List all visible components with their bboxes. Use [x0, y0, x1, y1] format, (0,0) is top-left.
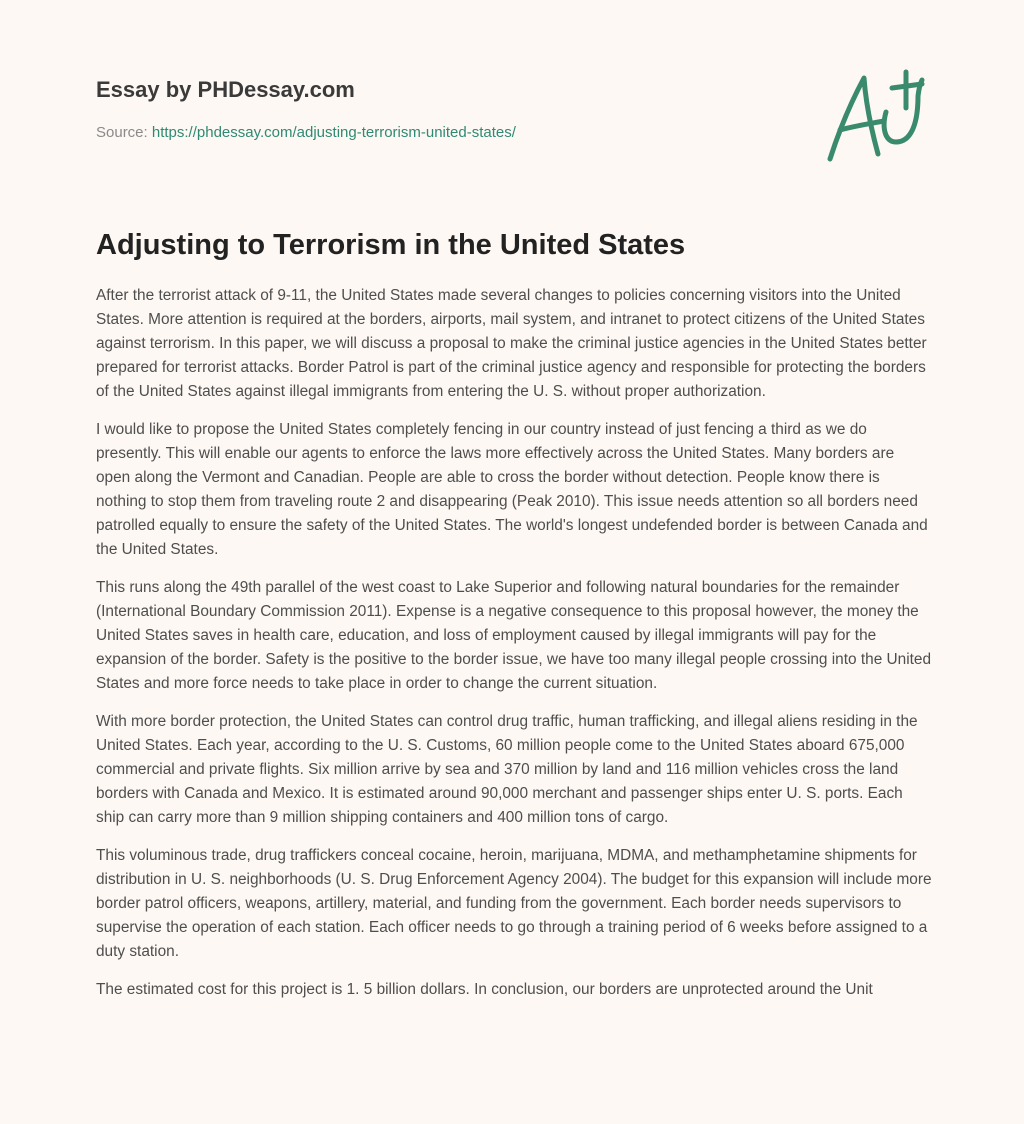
essay-title: Adjusting to Terrorism in the United States: [96, 229, 686, 261]
essay-body: [96, 284, 932, 1016]
site-brand: Essay by PHDessay.com: [96, 77, 355, 102]
essay-paragraph: With more border protection, the United States can control drug traffic, human trafficking, and illegal aliens residing in the United States. Each year, according to the U. S. Customs, 60 million people come to the United States aboard 675,000 commercial and private flights. Six million arrive by sea and 370 million by land and 116 million vehicles cross the land borders with Canada and Mexico. It is estimated around 90,000 merchant and passenger ships enter U. S. ports. Each ship can carry more than 9 million shipping containers and 400 million tons of cargo.: [96, 713, 918, 826]
essay-paragraph: This runs along the 49th parallel of the west coast to Lake Superior and following natural boundaries for the remainder (International Boundary Commission 2011). Expense is a negative consequence to this proposal however, the money the United States saves in health care, education, and loss of employment caused by illegal immigrants will pay for the expansion of the border. Safety is the positive to the border issue, we have too many illegal people crossing into the United States and more force needs to take place in order to change the current situation.: [96, 579, 932, 692]
essay-paragraph: I would like to propose the United States completely fencing in our country instead of just fencing a third as we do presently. This will enable our agents to enforce the laws more effectively across the United States. Many borders are open along the Vermont and Canadian. People are able to cross the border without detection. People know there is nothing to stop them from traveling route 2 and disappearing (Peak 2010). This issue needs attention so all borders need patrolled equally to ensure the safety of the United States. The world's longest undefended border is between Canada and the United States.: [96, 421, 928, 558]
essay-paragraph: After the terrorist attack of 9-11, the United States made several changes to policies concerning visitors into the United States. More attention is required at the borders, airports, mail system, and intranet to protect citizens of the United States against terrorism. In this paper, we will discuss a proposal to make the criminal justice agencies in the United States better prepared for terrorist attacks. Border Patrol is part of the criminal justice agency and responsible for protecting the borders of the United States against illegal immigrants from entering the U. S. without proper authorization.: [96, 287, 927, 400]
source-line: [96, 124, 516, 141]
page-header: [96, 76, 796, 141]
source-link[interactable]: https://phdessay.com/adjusting-terrorism-united-states/: [151, 124, 516, 141]
essay-paragraph: The estimated cost for this project is 1. 5 billion dollars. In conclusion, our borders are unprotected around the Unit: [96, 981, 873, 998]
source-label: Source:: [96, 124, 152, 141]
essay-paragraph: This voluminous trade, drug traffickers conceal cocaine, heroin, marijuana, MDMA, and methamphetamine shipments for distribution in U. S. neighborhoods (U. S. Drug Enforcement Agency 2004). The budget for this expansion will include more border patrol officers, weapons, artillery, material, and funding from the government. Each border needs supervisors to supervise the operation of each station. Each officer needs to go through a training period of 6 weeks before assigned to a duty station.: [96, 847, 932, 960]
a-plus-logo-icon: [818, 66, 930, 166]
